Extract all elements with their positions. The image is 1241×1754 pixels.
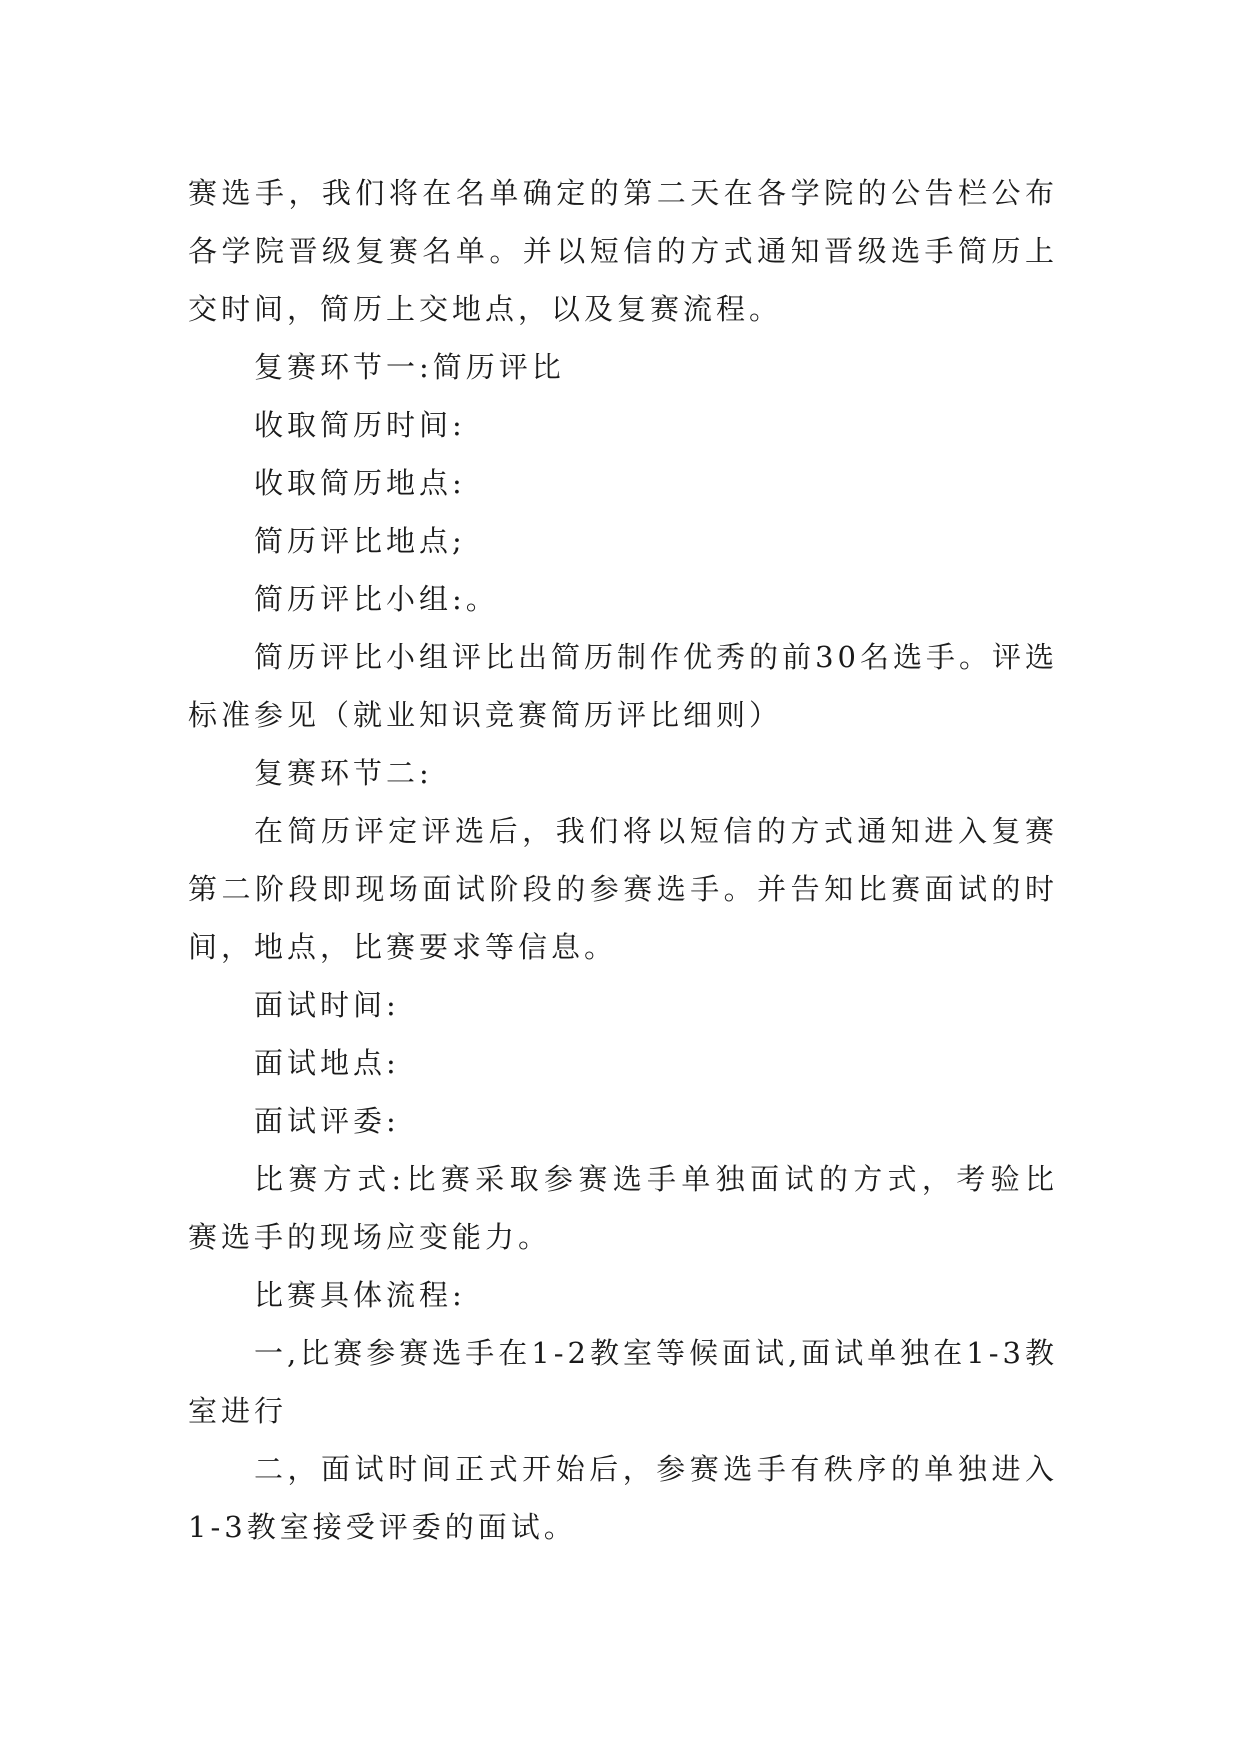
interview-time: 面试时间: <box>254 988 400 1022</box>
procedure-step-two: 二，面试时间正式开始后，参赛选手有秩序的单独进入1-3教室接受评委的面试。 <box>188 1452 1058 1544</box>
resume-review-paragraph: 简历评比小组评比出简历制作优秀的前30名选手。评选标准参见（就业知识竞赛简历评比细则） <box>188 640 1058 732</box>
document-body <box>188 164 1058 1556</box>
paragraph-continuation: 赛选手，我们将在名单确定的第二天在各学院的公告栏公布各学院晋级复赛名单。并以短信的方式通知晋级选手简历上交时间，简历上交地点，以及复赛流程。 <box>188 176 1058 326</box>
resume-collection-location: 收取简历地点: <box>254 466 466 500</box>
resume-collection-time: 收取简历时间: <box>254 408 466 442</box>
competition-procedure-heading: 比赛具体流程: <box>254 1278 466 1312</box>
interview-notice-paragraph: 在简历评定评选后，我们将以短信的方式通知进入复赛第二阶段即现场面试阶段的参赛选手。并告知比赛面试的时间，地点，比赛要求等信息。 <box>188 814 1058 964</box>
competition-format-paragraph: 比赛方式:比赛采取参赛选手单独面试的方式，考验比赛选手的现场应变能力。 <box>188 1162 1058 1254</box>
interview-location: 面试地点: <box>254 1046 400 1080</box>
interview-judges: 面试评委: <box>254 1104 400 1138</box>
rematch-stage-two-heading: 复赛环节二: <box>254 756 433 790</box>
resume-review-panel: 简历评比小组:。 <box>254 582 499 616</box>
procedure-step-one: 一,比赛参赛选手在1-2教室等候面试,面试单独在1-3教室进行 <box>188 1336 1058 1428</box>
resume-review-location: 简历评比地点; <box>254 524 466 558</box>
rematch-stage-one-heading: 复赛环节一:简历评比 <box>254 350 565 384</box>
